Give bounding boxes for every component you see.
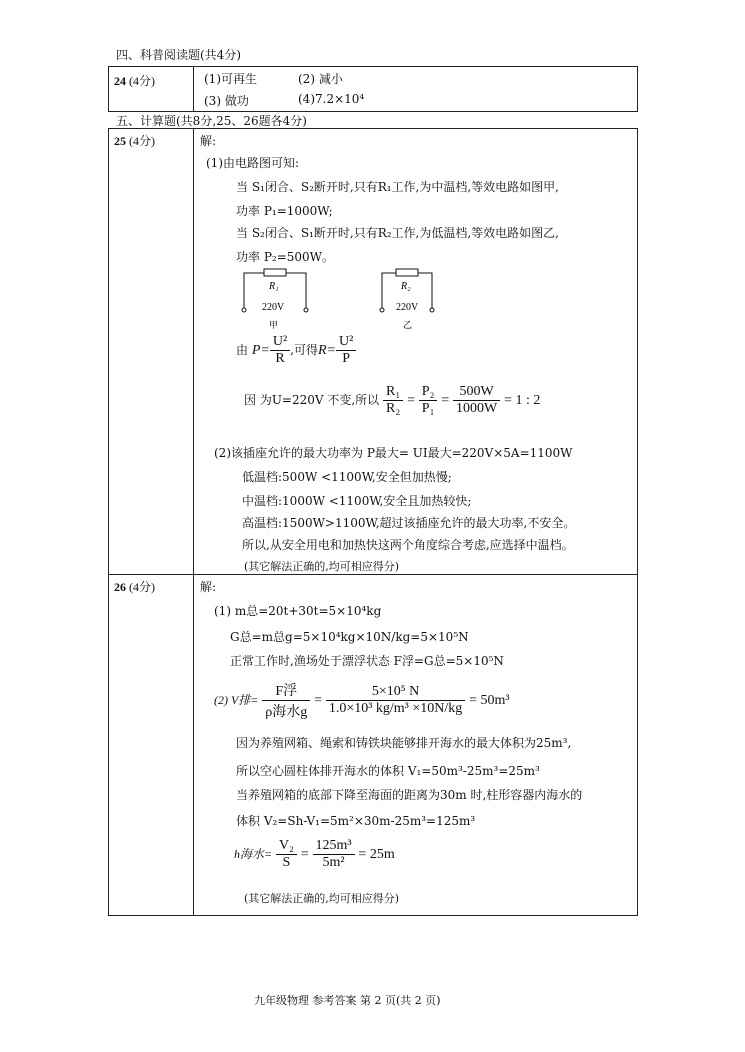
q25-line6: 中温档:1000W <1100W,安全且加热较快; bbox=[242, 494, 472, 508]
q26-line5: 所以空心圆柱体排开海水的体积 V₁=50m³-25m³=25m³ bbox=[236, 764, 540, 778]
q26-line4: 因为养殖网箱、绳索和铸铁块能够排开海水的最大体积为25m³, bbox=[236, 736, 572, 750]
q25-line3: 当 S₂闭合、S₁断开时,只有R₂工作,为低温档,等效电路如图乙, bbox=[236, 226, 559, 240]
circuit-jia-voltage: 220V bbox=[262, 302, 285, 313]
circuit-diagrams bbox=[236, 266, 436, 330]
q25-jie: 解: bbox=[200, 134, 217, 148]
q24-answer-1: (1)可再生 bbox=[204, 72, 257, 86]
q24-divider bbox=[193, 66, 194, 111]
q24-answer-2: (2) 减小 bbox=[298, 72, 343, 86]
q26-line2: G总=m总g=5×10⁴kg×10N/kg=5×10⁵N bbox=[230, 630, 469, 644]
q25-line5: 低温档:500W <1100W,安全但加热慢; bbox=[242, 470, 452, 484]
page-footer: 九年级物理 参考答案 第 2 页(共 2 页) bbox=[254, 994, 441, 1007]
q26-jie: 解: bbox=[200, 580, 217, 594]
q26-note: (其它解法正确的,均可相应得分) bbox=[244, 892, 400, 905]
q26-formula-volume: (2) V排= $\frac{\text{F浮}}{\text{ρ海水g}}$ = $\frac{\text{5×10⁵ N}}{\text{1.0×10³ kg/m³ ×10N/kg}}$ = 50m³ bbox=[214, 684, 510, 720]
section5-title: 五、计算题(共8分,25、26题各4分) bbox=[116, 114, 307, 128]
q25-formula-power: 由 P= $\frac{\text{U²}}{R}$ ,可得R= $\frac{\text{U²}}{P}$ bbox=[236, 334, 356, 367]
section4-title: 四、科普阅读题(共4分) bbox=[116, 48, 241, 62]
q25-part1: (1)由电路图可知: bbox=[206, 156, 300, 170]
table-row-divider bbox=[108, 574, 637, 575]
q26-number: 26 (4分) bbox=[114, 580, 155, 594]
q25-line7: 高温档:1500W>1100W,超过该插座允许的最大功率,不安全。 bbox=[242, 516, 576, 530]
q24-number: 24 (4分) bbox=[114, 74, 155, 88]
q25-number: 25 (4分) bbox=[114, 134, 155, 148]
circuit-yi-resistor-label: R₂ bbox=[401, 281, 411, 292]
q25-line8: 所以,从安全用电和加热快这两个角度综合考虑,应选择中温档。 bbox=[242, 538, 574, 552]
q25-part2: (2)该插座允许的最大功率为 P最大= UI最大=220V×5A=1100W bbox=[214, 446, 573, 460]
q26-line6: 当养殖网箱的底部下降至海面的距离为30m 时,柱形容器内海水的 bbox=[236, 788, 583, 802]
q25-formula-ratio: 因 为U=220V 不变,所以 $\frac{\text{R₁}}{\text{R₂}}$ = $\frac{\text{P₂}}{\text{P₁}}$ = $\frac{500W}{1000W}$ = 1 : 2 bbox=[244, 384, 541, 416]
q24-table bbox=[108, 66, 638, 112]
q24-answer-3: (3) 做功 bbox=[204, 94, 249, 108]
circuit-jia-caption: 甲 bbox=[269, 321, 279, 330]
q26-line7: 体积 V₂=Sh-V₁=5m²×30m-25m³=125m³ bbox=[236, 814, 476, 828]
q25-line2: 功率 P₁=1000W; bbox=[236, 204, 333, 218]
q26-line1: (1) m总=20t+30t=5×10⁴kg bbox=[214, 604, 382, 618]
circuit-yi-caption: 乙 bbox=[403, 321, 413, 330]
circuit-jia-resistor-label: R₁ bbox=[269, 281, 279, 292]
table-col-divider bbox=[193, 128, 194, 915]
q26-line3: 正常工作时,渔场处于漂浮状态 F浮=G总=5×10⁵N bbox=[230, 654, 504, 668]
q25-line1: 当 S₁闭合、S₂断开时,只有R₁工作,为中温档,等效电路如图甲, bbox=[236, 180, 559, 194]
circuit-yi-voltage: 220V bbox=[396, 302, 419, 313]
q25-note: (其它解法正确的,均可相应得分) bbox=[244, 560, 400, 573]
q26-formula-depth: h海水= $\frac{\text{V₂}}{S}$ = $\frac{\text{125m³}}{\text{5m²}}$ = 25m bbox=[234, 838, 395, 870]
q25-line4: 功率 P₂=500W。 bbox=[236, 250, 334, 264]
q24-answer-4: (4)7.2×10⁴ bbox=[298, 92, 365, 106]
